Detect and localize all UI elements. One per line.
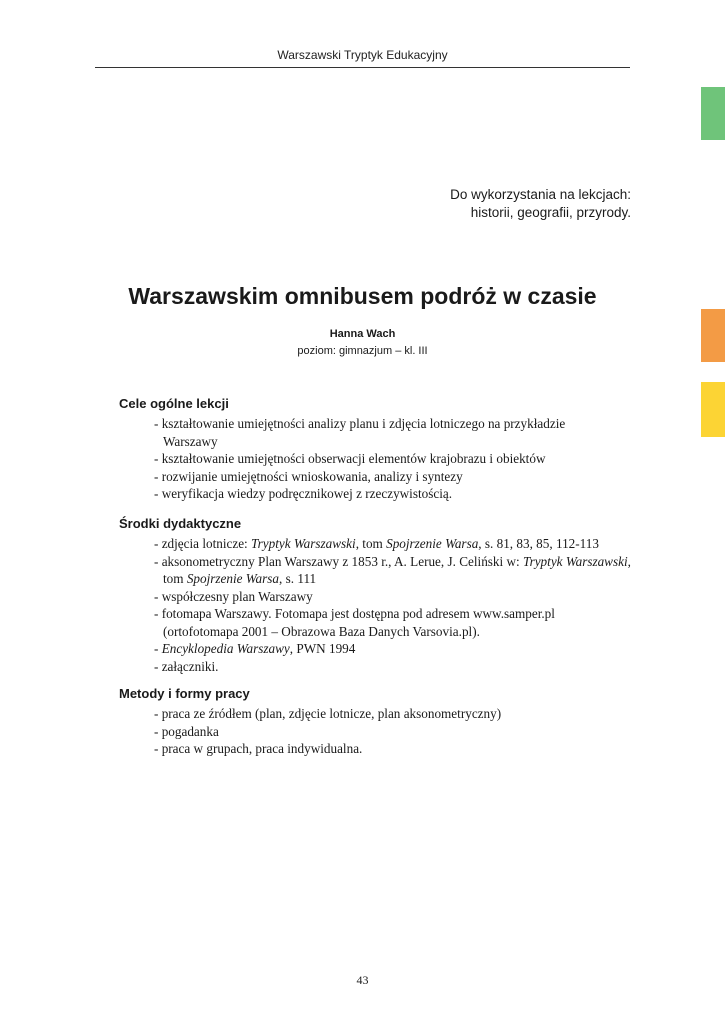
- running-header: Warszawski Tryptyk Edukacyjny: [277, 48, 448, 62]
- education-level: poziom: gimnazjum – kl. III: [297, 345, 428, 357]
- text-run: , PWN 1994: [289, 641, 356, 656]
- teaching-aids-list: [119, 535, 639, 675]
- list-item: [154, 553, 639, 588]
- text-run: tom: [163, 571, 187, 586]
- book-title: Encyklopedia Warszawy: [161, 641, 290, 656]
- page-title: Warszawskim omnibusem podróż w czasie: [128, 283, 597, 309]
- section-tab-yellow: [701, 382, 725, 437]
- section-heading: Środki dydaktyczne: [119, 516, 242, 531]
- list-item: - rozwijanie umiejętności wnioskowania, analizy i syntezy: [154, 468, 463, 484]
- book-title: Tryptyk Warszawski: [522, 553, 628, 569]
- text-run: , tom: [355, 536, 387, 551]
- methods-list: [119, 705, 639, 758]
- list-item: [154, 605, 639, 640]
- list-item-continuation: [163, 570, 639, 588]
- usage-note-line: Do wykorzystania na lekcjach:: [450, 187, 631, 202]
- book-title: Tryptyk Warszawski: [251, 536, 356, 551]
- header-rule: [95, 67, 630, 68]
- volume-title: Spojrzenie Warsa: [186, 571, 280, 586]
- list-item-continuation: Warszawy: [163, 433, 218, 449]
- section-goals: [119, 395, 639, 503]
- section-tab-green: [701, 87, 725, 140]
- list-item: - weryfikacja wiedzy podręcznikowej z rzeczywistością.: [154, 486, 453, 501]
- list-item: [154, 640, 639, 658]
- usage-note: [450, 186, 631, 222]
- text-run: , s. 111: [279, 571, 317, 586]
- list-item: - kształtowanie umiejętności obserwacji elementów krajobrazu i obiektów: [154, 451, 546, 466]
- list-item: - pogadanka: [154, 723, 219, 739]
- list-item: - praca ze źródłem (plan, zdjęcie lotnicze, plan aksonometryczny): [154, 706, 502, 721]
- list-item-text: - fotomapa Warszawy. Fotomapa jest dostępna pod adresem www.samper.pl: [154, 606, 555, 621]
- text-run: - aksonometryczny Plan Warszawy z 1853 r., A. Lerue, J. Celiński w:: [154, 553, 523, 569]
- volume-title: Spojrzenie Warsa: [386, 536, 479, 551]
- text-run: ,: [627, 553, 631, 569]
- list-item: - praca w grupach, praca indywidualna.: [154, 741, 363, 756]
- list-item-continuation: (ortofotomapa 2001 – Obrazowa Baza Danych Varsovia.pl).: [163, 623, 480, 639]
- goals-list: [119, 415, 639, 503]
- text-run: -: [154, 641, 162, 656]
- list-item: [154, 415, 639, 450]
- section-heading: Cele ogólne lekcji: [119, 396, 229, 411]
- section-teaching-aids: [119, 515, 639, 675]
- author: Hanna Wach: [329, 328, 396, 340]
- list-item: - współczesny plan Warszawy: [154, 588, 313, 604]
- section-methods: [119, 685, 639, 758]
- section-heading: Metody i formy pracy: [119, 686, 250, 701]
- list-item-text: - kształtowanie umiejętności analizy planu i zdjęcia lotniczego na przykładzie: [154, 416, 566, 431]
- list-item: [154, 535, 639, 553]
- text-run: , s. 81, 83, 85, 112-113: [478, 536, 599, 551]
- list-item: - załączniki.: [154, 658, 219, 674]
- usage-note-subjects: historii, geografii, przyrody.: [470, 205, 631, 220]
- page-number: 43: [356, 973, 369, 987]
- text-run: - zdjęcia lotnicze:: [154, 536, 252, 551]
